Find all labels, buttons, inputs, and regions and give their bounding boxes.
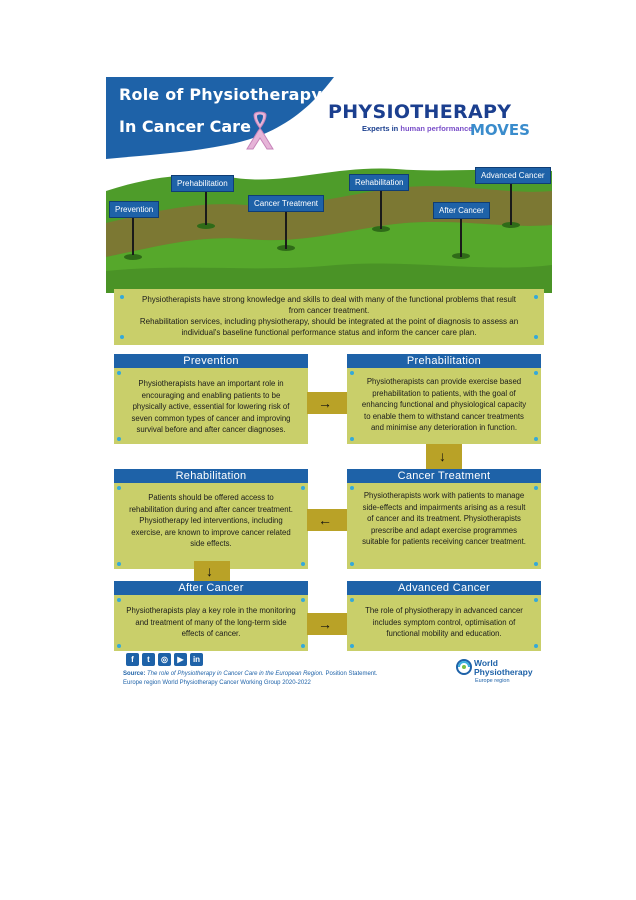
- sign-prehabilitation: Prehabilitation: [171, 175, 234, 192]
- social-links: [126, 653, 203, 667]
- advanced-cancer-title: Advanced Cancer: [347, 581, 541, 595]
- source-note: Source: The role of Physiotherapy in Cancer Care in the European Region. Position Statement. Europe region World Physiotherapy Cancer Working Group 2020-2022: [123, 671, 378, 686]
- sign-advanced-cancer: Advanced Cancer: [475, 167, 551, 184]
- physiotherapy-moves-logo: [328, 101, 548, 145]
- intro-text-1: Physiotherapists have strong knowledge and skills to deal with many of the functional problems that result from cancer treatment.: [142, 295, 516, 315]
- prehabilitation-text: Physiotherapists can provide exercise based prehabilitation to patients, with the goal of enhancing functional and physiological capacity to enable them to withstand cancer treatments and minimise any deterioration in function.: [361, 377, 527, 432]
- prevention-card: [114, 354, 308, 444]
- title-line-2: In Cancer Care: [119, 117, 251, 136]
- logo-tagline: Experts in human performance: [362, 124, 473, 133]
- cancer-ribbon-icon: [242, 111, 278, 151]
- cancer-treatment-text: Physiotherapists work with patients to manage side-effects and impairments arising as a result of cancer and its treatment. Physiotherapists prescribe and adapt exercise programmes suitable for patients receiving cancer treatment.: [362, 491, 526, 546]
- decor-dot: [534, 562, 538, 566]
- sign-after-cancer: After Cancer: [433, 202, 490, 219]
- sign-post: [460, 215, 462, 257]
- cancer-treatment-title: Cancer Treatment: [347, 469, 541, 483]
- decor-dot: [534, 486, 538, 490]
- decor-dot: [350, 644, 354, 648]
- advanced-cancer-text: The role of physiotherapy in advanced cancer includes symptom control, optimisation of functional mobility and education.: [365, 606, 523, 638]
- facebook-icon[interactable]: f: [126, 653, 139, 666]
- decor-dot: [301, 644, 305, 648]
- wp-region: Europe region: [475, 678, 510, 684]
- twitter-icon[interactable]: t: [142, 653, 155, 666]
- decor-dot: [534, 644, 538, 648]
- world-physiotherapy-logo-icon: [456, 659, 472, 675]
- sign-rehabilitation: Rehabilitation: [349, 174, 409, 191]
- after-cancer-card: [114, 581, 308, 651]
- decor-dot: [117, 562, 121, 566]
- prevention-body: [114, 368, 308, 444]
- after-cancer-text: Physiotherapists play a key role in the monitoring and treatment of many of the long-term side effects of cancer.: [126, 606, 296, 638]
- prehabilitation-card: [347, 354, 541, 444]
- after-cancer-body: [114, 595, 308, 651]
- prevention-text: Physiotherapists have an important role in encouraging and enabling patients to be physically active, essential for lowering risk of seven common types of cancer and improving survival before and after cancer diagnoses.: [131, 379, 291, 434]
- rehabilitation-text: Patients should be offered access to rehabilitation during and after cancer treatment. Physiotherapy led interventions, including exercise, are known to improve cancer related side effects.: [129, 493, 293, 548]
- cancer-treatment-card: [347, 469, 541, 569]
- prevention-title: Prevention: [114, 354, 308, 368]
- decor-dot: [350, 437, 354, 441]
- sign-prevention: Prevention: [109, 201, 159, 218]
- rehabilitation-card: [114, 469, 308, 569]
- decor-dot: [301, 486, 305, 490]
- linkedin-icon[interactable]: in: [190, 653, 203, 666]
- decor-dot: [350, 562, 354, 566]
- wp-name: World Physiotherapy: [474, 658, 533, 677]
- decor-dot: [117, 598, 121, 602]
- decor-dot: [534, 295, 538, 299]
- arrow-right-icon: →: [318, 395, 332, 411]
- decor-dot: [534, 437, 538, 441]
- rehabilitation-body: [114, 483, 308, 569]
- rehabilitation-title: Rehabilitation: [114, 469, 308, 483]
- world-physiotherapy-logo: [456, 659, 546, 687]
- sign-cancer-treatment: Cancer Treatment: [248, 195, 324, 212]
- decor-dot: [120, 295, 124, 299]
- prehabilitation-title: Prehabilitation: [347, 354, 541, 368]
- decor-dot: [350, 598, 354, 602]
- decor-dot: [350, 486, 354, 490]
- logo-moves: MOVES: [470, 121, 530, 139]
- prehabilitation-body: [347, 368, 541, 444]
- youtube-icon[interactable]: ▶: [174, 653, 187, 666]
- after-cancer-title: After Cancer: [114, 581, 308, 595]
- decor-dot: [350, 371, 354, 375]
- decor-dot: [534, 371, 538, 375]
- decor-dot: [301, 562, 305, 566]
- arrow-right-icon: →: [318, 616, 332, 632]
- decor-dot: [301, 598, 305, 602]
- arrow-left-icon: ←: [318, 512, 332, 528]
- advanced-cancer-card: [347, 581, 541, 651]
- logo-wordmark: PHYSIOTHERAPY: [328, 101, 512, 123]
- title-line-1: Role of Physiotherapy: [119, 85, 322, 104]
- intro-panel: [114, 289, 544, 345]
- decor-dot: [120, 335, 124, 339]
- decor-dot: [534, 335, 538, 339]
- intro-text-2: Rehabilitation services, including physiotherapy, should be integrated at the point of diagnosis to assess an individual's baseline functional performance status and inform the cancer care plan.: [139, 317, 519, 337]
- decor-dot: [117, 644, 121, 648]
- decor-dot: [117, 437, 121, 441]
- sign-post: [285, 207, 287, 249]
- sign-post: [132, 216, 134, 255]
- decor-dot: [117, 371, 121, 375]
- arrow-down-icon: ↓: [206, 563, 213, 579]
- instagram-icon[interactable]: ◎: [158, 653, 171, 666]
- arrow-down-icon: ↓: [439, 448, 446, 464]
- decor-dot: [534, 598, 538, 602]
- cancer-treatment-body: [347, 483, 541, 569]
- infographic: [106, 77, 552, 702]
- decor-dot: [117, 486, 121, 490]
- advanced-cancer-body: [347, 595, 541, 651]
